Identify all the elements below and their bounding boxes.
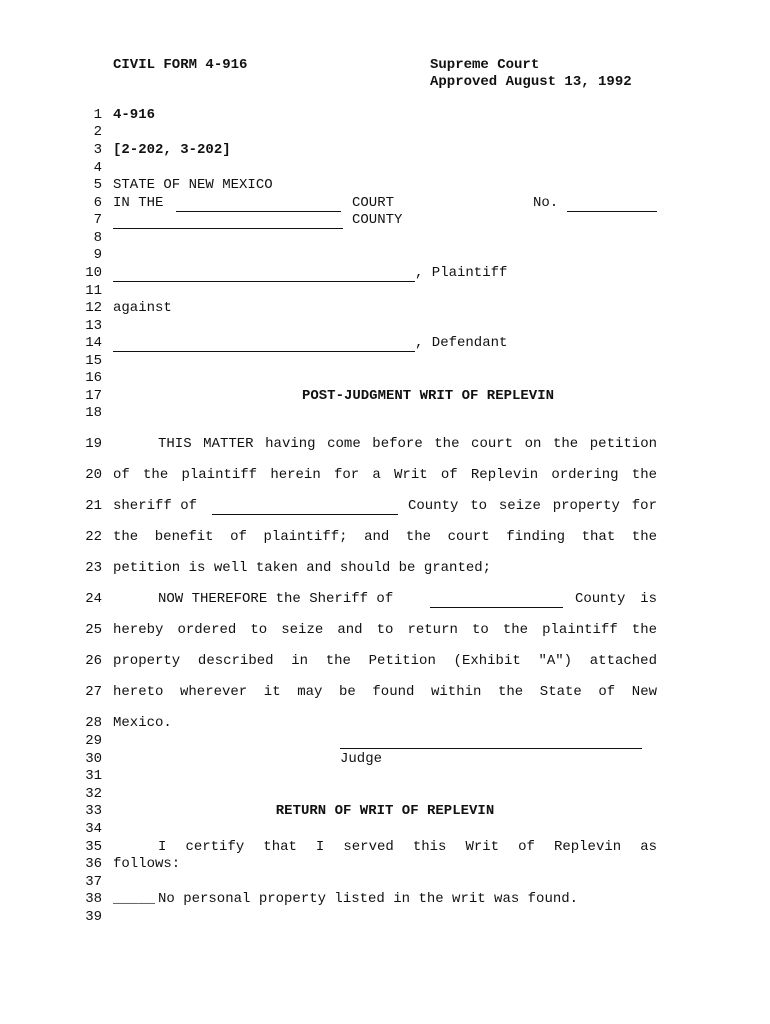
writ-paragraph-line: of the plaintiff herein for a Writ of Replevin ordering the [113,467,657,483]
line-number: 20 [85,467,102,483]
line-number: 28 [85,715,102,731]
line-number: 26 [85,653,102,669]
plaintiff-name-blank[interactable] [113,281,415,282]
case-number-blank[interactable] [567,211,657,212]
line-number: 8 [93,230,102,246]
line-number: 34 [85,821,102,837]
line-number: 29 [85,733,102,749]
line-number: 17 [85,388,102,404]
state-name: STATE OF NEW MEXICO [113,177,273,193]
option-checkbox-blank[interactable]: _____ [113,891,156,907]
line-number: 24 [85,591,102,607]
sheriff-county-blank[interactable] [212,514,398,515]
line-number: 3 [93,142,102,158]
writ-paragraph-line: Mexico. [113,715,172,731]
defendant-name-blank[interactable] [113,351,415,352]
line-number: 7 [93,212,102,228]
in-the-label: IN THE [113,195,164,211]
sheriff-of-label: sheriff of [113,498,198,514]
judge-signature-line[interactable] [340,748,642,749]
line-number: 32 [85,786,102,802]
writ-paragraph-line: hereby ordered to seize and to return to the plaintiff the [113,622,657,638]
cross-reference: [2-202, 3-202] [113,142,231,158]
line-number: 9 [93,247,102,263]
line-number: 21 [85,498,102,514]
line-number: 31 [85,768,102,784]
line-number: 12 [85,300,102,316]
plaintiff-label: , Plaintiff [415,265,508,281]
county-name-blank[interactable] [113,228,343,229]
return-title: RETURN OF WRIT OF REPLEVIN [275,803,495,819]
county-label: COUNTY [352,212,403,228]
now-therefore-label: NOW THEREFORE the Sheriff of [158,591,394,607]
case-number-label: No. [533,195,559,211]
option-no-property-found: No personal property listed in the writ was found. [158,891,579,907]
certify-line: I certify that I served this Writ of Replevin as [158,839,657,855]
line-number: 5 [93,177,102,193]
line-number: 6 [93,195,102,211]
certify-line: follows: [113,856,181,872]
court-name-blank[interactable] [176,211,341,212]
writ-paragraph-line: hereto wherever it may be found within the State of New [113,684,657,700]
writ-paragraph-line: property described in the Petition (Exhibit "A") attached [113,653,657,669]
court-name: Supreme Court [430,57,540,73]
rule-number: 4-916 [113,107,156,123]
writ-paragraph-line: County is [575,591,657,607]
sheriff-of-county-blank[interactable] [430,607,563,608]
line-number: 13 [85,318,102,334]
line-number: 16 [85,370,102,386]
line-number: 27 [85,684,102,700]
line-number: 23 [85,560,102,576]
line-number: 14 [85,335,102,351]
line-number: 10 [85,265,102,281]
writ-paragraph-line: THIS MATTER having come before the court on the petition [158,436,657,452]
line-number: 18 [85,405,102,421]
line-number: 36 [85,856,102,872]
line-number: 2 [93,124,102,140]
line-number: 35 [85,839,102,855]
line-number: 15 [85,353,102,369]
line-number: 39 [85,909,102,925]
approval-date: Approved August 13, 1992 [430,74,632,90]
line-number: 4 [93,160,102,176]
court-label: COURT [352,195,395,211]
line-number: 1 [93,107,102,123]
line-number: 11 [85,283,102,299]
line-number: 37 [85,874,102,890]
line-number: 38 [85,891,102,907]
line-number: 25 [85,622,102,638]
writ-title: POST-JUDGMENT WRIT OF REPLEVIN [301,388,555,404]
writ-paragraph-line: County to seize property for [408,498,657,514]
writ-paragraph-line: the benefit of plaintiff; and the court finding that the [113,529,657,545]
line-number: 19 [85,436,102,452]
line-number: 22 [85,529,102,545]
judge-label: Judge [340,751,383,767]
line-number: 33 [85,803,102,819]
line-number: 30 [85,751,102,767]
defendant-label: , Defendant [415,335,508,351]
form-id: CIVIL FORM 4-916 [113,57,248,73]
against-label: against [113,300,172,316]
writ-paragraph-line: petition is well taken and should be granted; [113,560,492,576]
